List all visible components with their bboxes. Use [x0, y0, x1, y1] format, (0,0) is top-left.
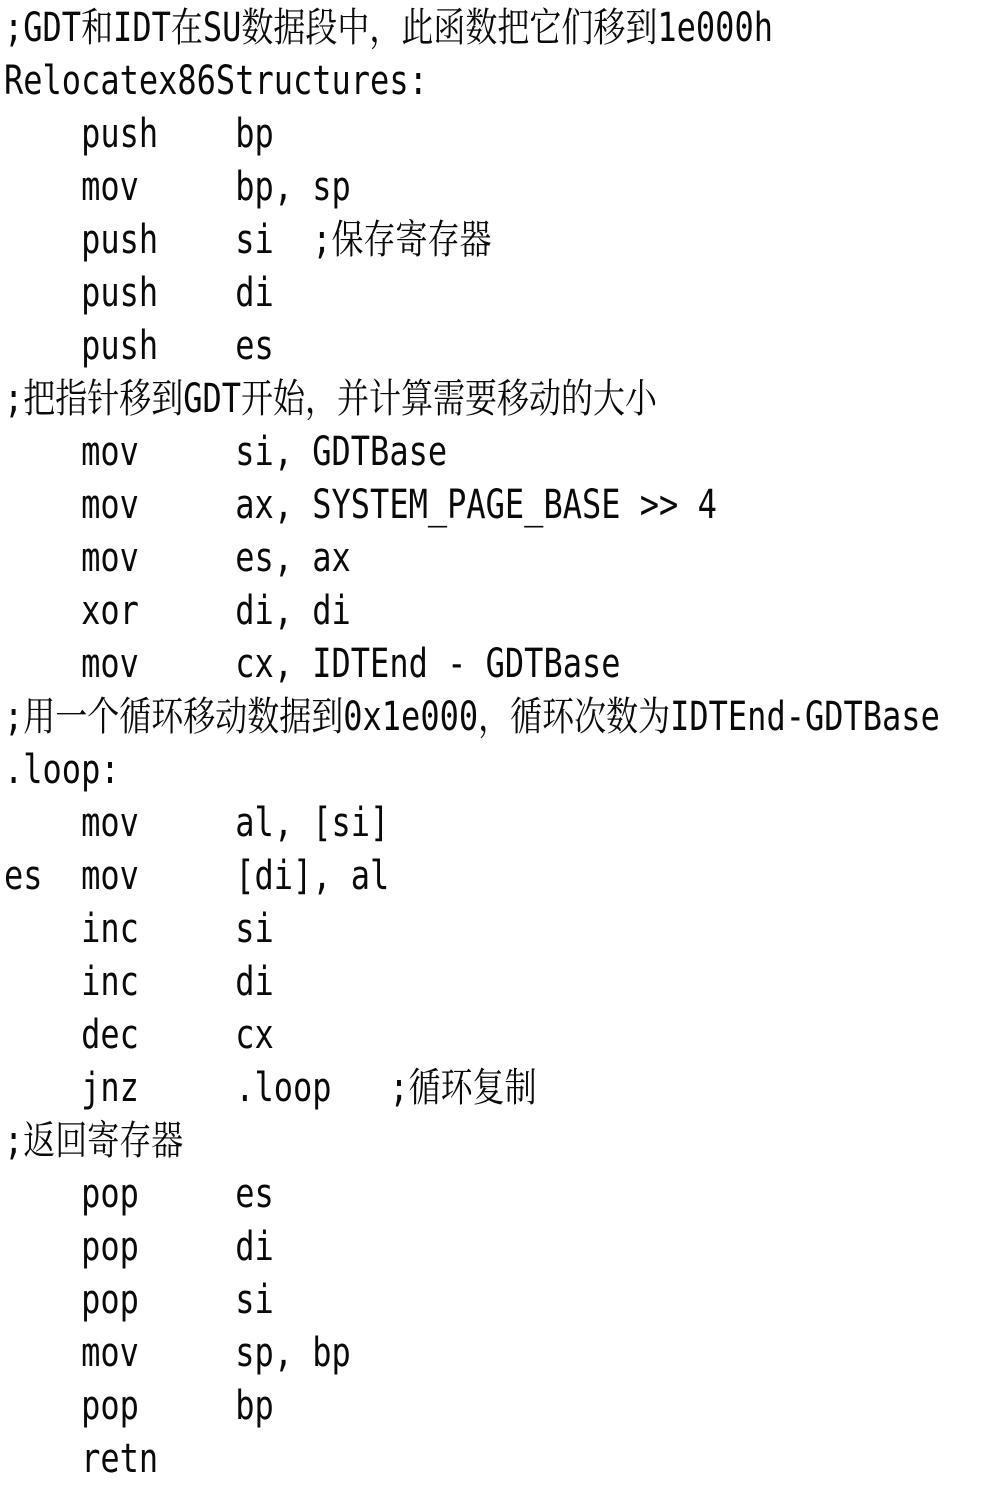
code-line: inc di	[4, 959, 274, 1005]
code-line-label: .loop:	[4, 747, 120, 793]
code-line: mov sp, bp	[4, 1330, 351, 1376]
code-line: es mov [di], al	[4, 853, 390, 899]
code-line: pop si	[4, 1277, 274, 1323]
code-line-label: Relocatex86Structures:	[4, 58, 428, 104]
code-line-comment: ;返回寄存器	[4, 1118, 184, 1164]
code-line: inc si	[4, 906, 274, 952]
code-line-comment: ;GDT和IDT在SU数据段中，此函数把它们移到1e000h	[4, 5, 773, 51]
code-listing	[4, 2, 999, 1486]
code-line: pop bp	[4, 1383, 274, 1429]
code-line: dec cx	[4, 1012, 274, 1058]
code-line: push es	[4, 323, 274, 369]
code-line: mov es, ax	[4, 535, 351, 581]
code-line: mov cx, IDTEnd - GDTBase	[4, 641, 621, 687]
code-line: mov si, GDTBase	[4, 429, 448, 475]
code-line: push si ;保存寄存器	[4, 217, 492, 263]
code-line: push bp	[4, 111, 274, 157]
code-line: jnz .loop ;循环复制	[4, 1065, 537, 1111]
code-line: push di	[4, 270, 274, 316]
code-line: pop es	[4, 1171, 274, 1217]
code-line: mov ax, SYSTEM_PAGE_BASE >> 4	[4, 482, 717, 528]
code-line: mov bp, sp	[4, 164, 351, 210]
code-line: xor di, di	[4, 588, 351, 634]
code-line: mov al, [si]	[4, 800, 390, 846]
code-line: pop di	[4, 1224, 274, 1270]
code-line-comment: ;用一个循环移动数据到0x1e000，循环次数为IDTEnd-GDTBase	[4, 694, 940, 740]
code-line-comment: ;把指针移到GDT开始，并计算需要移动的大小	[4, 376, 658, 422]
code-line: retn	[4, 1436, 159, 1482]
